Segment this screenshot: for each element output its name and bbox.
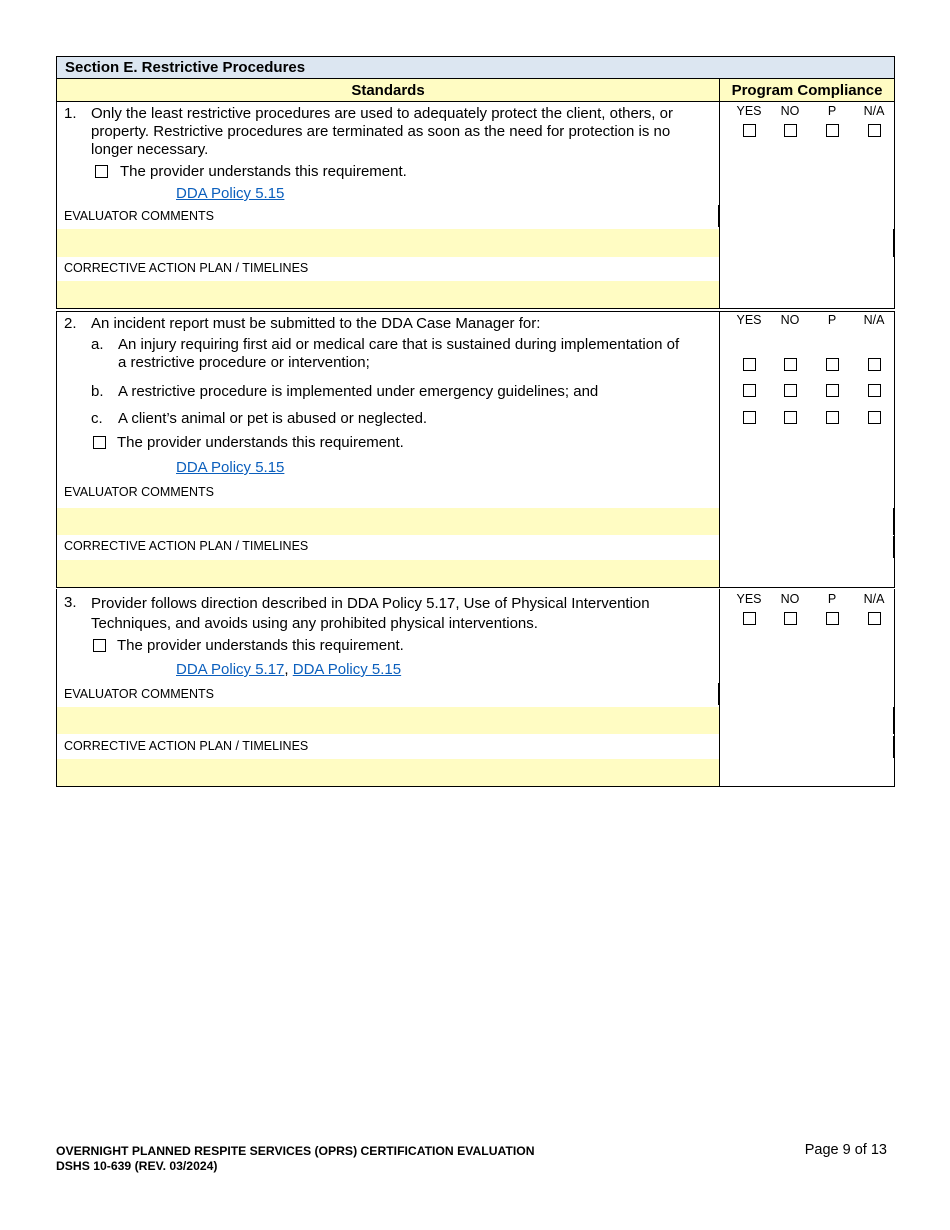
no-label: NO <box>780 104 800 118</box>
standards-header-label: Standards <box>351 82 425 99</box>
item-3-evaluator-label: EVALUATOR COMMENTS <box>64 687 215 701</box>
item-2c-no-checkbox[interactable] <box>784 411 797 424</box>
footer-title: OVERNIGHT PLANNED RESPITE SERVICES (OPRS) CERTIFICATION EVALUATION <box>56 1144 535 1158</box>
item-2b-no-checkbox[interactable] <box>784 384 797 397</box>
item-2-evaluator-comments-field[interactable] <box>57 508 719 535</box>
item-2-number: 2. <box>64 315 77 332</box>
p-label: P <box>827 104 837 118</box>
item-1-understands-label: The provider understands this requirement. <box>120 163 407 180</box>
item-3-p-checkbox[interactable] <box>826 612 839 625</box>
item-2c-text: A client’s animal or pet is abused or neglected. <box>118 410 428 427</box>
p-label: P <box>827 592 837 606</box>
item-2c-na-checkbox[interactable] <box>868 411 881 424</box>
item-3-understands-checkbox[interactable] <box>93 639 106 652</box>
item-2a-letter: a. <box>91 336 104 353</box>
item-3-no-checkbox[interactable] <box>784 612 797 625</box>
standards-header <box>56 78 720 102</box>
yes-label: YES <box>736 313 762 327</box>
item-1-policy-link[interactable]: DDA Policy 5.15 <box>176 185 285 202</box>
item-1-na-checkbox[interactable] <box>868 124 881 137</box>
section-title: Section E. Restrictive Procedures <box>65 59 306 76</box>
item-1-evaluator-comments-field[interactable] <box>57 229 719 257</box>
item-3-na-checkbox[interactable] <box>868 612 881 625</box>
no-label: NO <box>780 313 800 327</box>
footer-page-number: Page 9 of 13 <box>804 1142 887 1158</box>
item-2-intro: An incident report must be submitted to the DDA Case Manager for: <box>91 315 541 332</box>
item-1-p-checkbox[interactable] <box>826 124 839 137</box>
item-2a-na-checkbox[interactable] <box>868 358 881 371</box>
item-2b-text: A restrictive procedure is implemented under emergency guidelines; and <box>118 383 599 400</box>
item-2c-letter: c. <box>91 410 103 427</box>
item-3-policy-link-1[interactable]: DDA Policy 5.17 <box>176 661 285 678</box>
item-2a-no-checkbox[interactable] <box>784 358 797 371</box>
item-1-no-checkbox[interactable] <box>784 124 797 137</box>
yes-label: YES <box>736 592 762 606</box>
item-2c-yes-checkbox[interactable] <box>743 411 756 424</box>
na-label: N/A <box>863 592 885 606</box>
item-1-corrective-label: CORRECTIVE ACTION PLAN / TIMELINES <box>64 261 309 275</box>
item-1-corrective-field[interactable] <box>57 281 719 308</box>
item-2-understands-label: The provider understands this requirement. <box>117 434 404 451</box>
item-2a-yes-checkbox[interactable] <box>743 358 756 371</box>
yes-label: YES <box>736 104 762 118</box>
item-2-understands-checkbox[interactable] <box>93 436 106 449</box>
item-3-number: 3. <box>64 594 77 611</box>
item-1-text: Only the least restrictive procedures are used to adequately protect the client, others, or property. Restrictive procedures are terminated as soon as the need for protection is no longer necessary. <box>91 105 673 158</box>
item-2b-na-checkbox[interactable] <box>868 384 881 397</box>
compliance-header <box>719 78 895 102</box>
item-2-evaluator-label: EVALUATOR COMMENTS <box>64 485 215 499</box>
item-1-understands-checkbox[interactable] <box>95 165 108 178</box>
item-2a-text: An injury requiring first aid or medical care that is sustained during implementation of a restrictive procedure or intervention; <box>118 336 680 371</box>
item-3-policy-links <box>176 661 401 678</box>
item-3-understands-label: The provider understands this requirement. <box>117 637 404 654</box>
item-2b-letter: b. <box>91 383 104 400</box>
item-3-corrective-label: CORRECTIVE ACTION PLAN / TIMELINES <box>64 739 309 753</box>
link-separator: , <box>284 661 293 678</box>
item-3-text: Provider follows direction described in DDA Policy 5.17, Use of Physical Intervention Techniques, and avoids using any prohibited physical interventions. <box>91 595 650 632</box>
item-2-policy-link[interactable]: DDA Policy 5.15 <box>176 459 285 476</box>
na-label: N/A <box>863 104 885 118</box>
item-2a-p-checkbox[interactable] <box>826 358 839 371</box>
item-3-policy-link-2[interactable]: DDA Policy 5.15 <box>292 661 402 678</box>
item-2-corrective-field[interactable] <box>57 560 719 587</box>
na-label: N/A <box>863 313 885 327</box>
item-3-corrective-field[interactable] <box>57 759 719 786</box>
item-1-evaluator-label: EVALUATOR COMMENTS <box>64 209 215 223</box>
compliance-header-label: Program Compliance <box>731 82 883 99</box>
no-label: NO <box>780 592 800 606</box>
item-1-number: 1. <box>64 105 77 122</box>
item-2b-yes-checkbox[interactable] <box>743 384 756 397</box>
section-title-bar <box>56 56 895 79</box>
item-2c-p-checkbox[interactable] <box>826 411 839 424</box>
p-label: P <box>827 313 837 327</box>
item-2b-p-checkbox[interactable] <box>826 384 839 397</box>
item-3-evaluator-comments-field[interactable] <box>57 707 719 734</box>
item-3-yes-checkbox[interactable] <box>743 612 756 625</box>
item-2-corrective-label: CORRECTIVE ACTION PLAN / TIMELINES <box>64 539 309 553</box>
footer-form-number: DSHS 10-639 (REV. 03/2024) <box>56 1159 218 1173</box>
item-1-yes-checkbox[interactable] <box>743 124 756 137</box>
